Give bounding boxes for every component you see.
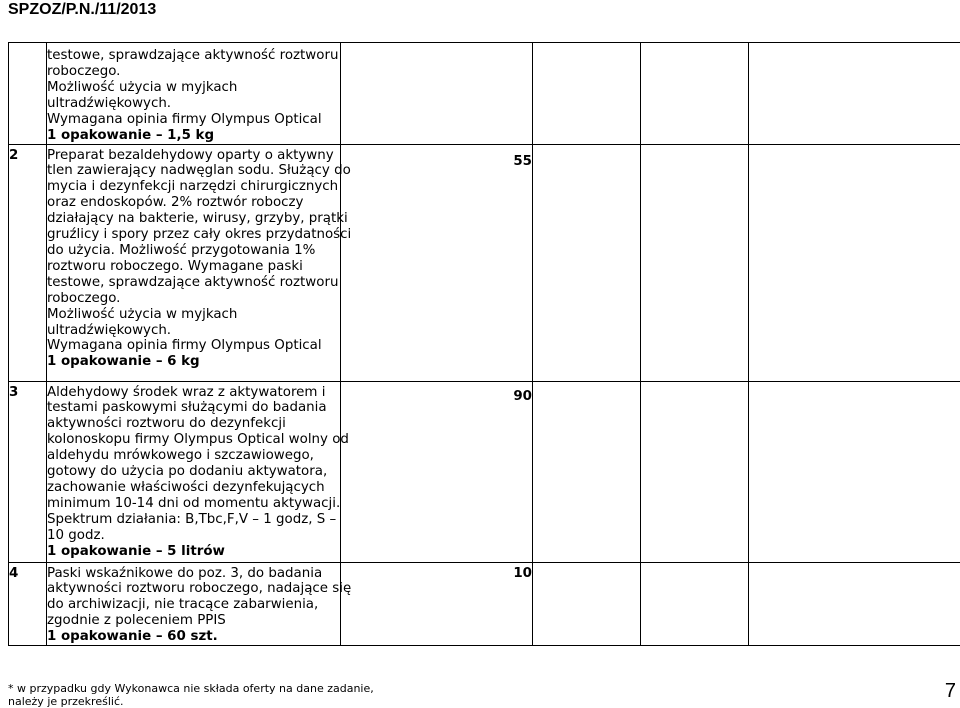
description-line: roboczego. — [47, 290, 121, 306]
empty-cell — [749, 144, 960, 381]
description-line: mycia i dezynfekcji narzędzi chirurgicznych — [47, 179, 339, 195]
empty-cell — [641, 381, 749, 562]
description-line: oraz endoskopów. 2% roztwór roboczy — [47, 195, 304, 211]
description-line: zgodnie z poleceniem PPIS — [47, 613, 226, 629]
quantity-cell — [341, 562, 533, 646]
quantity-cell — [341, 43, 533, 145]
description-line: do użycia. Możliwość przygotowania 1% — [47, 242, 316, 258]
description-line: 10 godz. — [47, 527, 105, 543]
item-number-cell — [9, 43, 47, 145]
description-line: roboczego. — [47, 63, 121, 79]
package-size: 1 opakowanie – 60 szt. — [47, 629, 218, 645]
empty-cell — [641, 43, 749, 145]
document-header — [8, 0, 156, 20]
empty-cell — [533, 381, 641, 562]
item-description-cell — [47, 43, 341, 145]
table-row — [9, 381, 960, 562]
empty-cell — [533, 562, 641, 646]
quantity-cell — [341, 381, 533, 562]
description-line: Spektrum działania: B,Tbc,F,V – 1 godz, S – — [47, 511, 337, 527]
item-number-cell — [9, 381, 47, 562]
description-line: aktywności roztworu roboczego, nadające się — [47, 581, 352, 597]
description-line: zachowanie właściwości dezynfekujących — [47, 479, 325, 495]
description-line: aldehydu mrówkowego i szczawiowego, — [47, 448, 314, 464]
item-description-cell — [47, 562, 352, 646]
footnote-line: należy je przekreślić. — [8, 695, 124, 708]
description-line: Paski wskaźnikowe do poz. 3, do badania — [47, 565, 323, 581]
item-description-cell — [47, 381, 349, 562]
empty-cell — [749, 381, 960, 562]
description-line: Wymagana opinia firmy Olympus Optical — [47, 111, 322, 127]
description-line: tlen zawierający nadwęglan sodu. Służący do — [47, 163, 351, 179]
empty-cell — [641, 562, 749, 646]
item-number: 3 — [9, 384, 19, 400]
package-size: 1 opakowanie – 6 kg — [47, 354, 200, 370]
footnote-line: * w przypadku gdy Wykonawca nie składa oferty na dane zadanie, — [8, 682, 374, 695]
table-row — [9, 562, 960, 646]
description-line: Preparat bezaldehydowy oparty o aktywny — [47, 147, 334, 163]
package-size: 1 opakowanie – 5 litrów — [47, 543, 225, 559]
description-line: do archiwizacji, nie tracące zabarwienia, — [47, 597, 319, 613]
product-spec-table — [8, 42, 960, 646]
table-row — [9, 43, 960, 145]
item-number: 2 — [9, 147, 19, 163]
quantity-value: 90 — [513, 388, 532, 404]
empty-cell — [533, 144, 641, 381]
description-line: działający na bakterie, wirusy, grzyby, prątki — [47, 211, 348, 227]
description-line: testowe, sprawdzające aktywność roztworu — [47, 48, 339, 63]
description-line: Wymagana opinia firmy Olympus Optical — [47, 338, 322, 354]
description-line: roztworu roboczego. Wymagane paski — [47, 258, 303, 274]
item-description-cell — [47, 144, 352, 381]
package-size: 1 opakowanie – 1,5 kg — [47, 127, 215, 143]
document-reference-number: SPZOZ/P.N./11/2013 — [8, 1, 157, 18]
description-line: testami paskowymi służącymi do badania — [47, 400, 327, 416]
quantity-value: 55 — [513, 153, 532, 169]
description-line: Możliwość użycia w myjkach — [47, 79, 238, 95]
description-line: testowe, sprawdzające aktywność roztworu — [47, 274, 339, 290]
description-line: ultradźwiękowych. — [47, 95, 172, 111]
table-row — [9, 144, 960, 381]
item-number: 4 — [9, 565, 19, 581]
quantity-cell — [341, 144, 533, 381]
item-number-cell — [9, 144, 47, 381]
page-number: 7 — [944, 680, 956, 702]
empty-cell — [533, 43, 641, 145]
description-line: ultradźwiękowych. — [47, 322, 172, 338]
item-number-cell — [9, 562, 47, 646]
description-line: aktywności roztworu do dezynfekcji — [47, 416, 286, 432]
description-line: Aldehydowy środek wraz z aktywatorem i — [47, 384, 326, 400]
description-line: gotowy do użycia po dodaniu aktywatora, — [47, 464, 328, 480]
quantity-value: 10 — [513, 565, 532, 581]
description-line: Możliwość użycia w myjkach — [47, 306, 238, 322]
description-line: gruźlicy i spory przez cały okres przydatności — [47, 227, 352, 243]
footnote — [8, 682, 374, 708]
description-line: kolonoskopu firmy Olympus Optical wolny od — [47, 432, 349, 448]
description-line: minimum 10-14 dni od momentu aktywacji. — [47, 495, 341, 511]
empty-cell — [641, 144, 749, 381]
empty-cell — [749, 43, 960, 145]
empty-cell — [749, 562, 960, 646]
